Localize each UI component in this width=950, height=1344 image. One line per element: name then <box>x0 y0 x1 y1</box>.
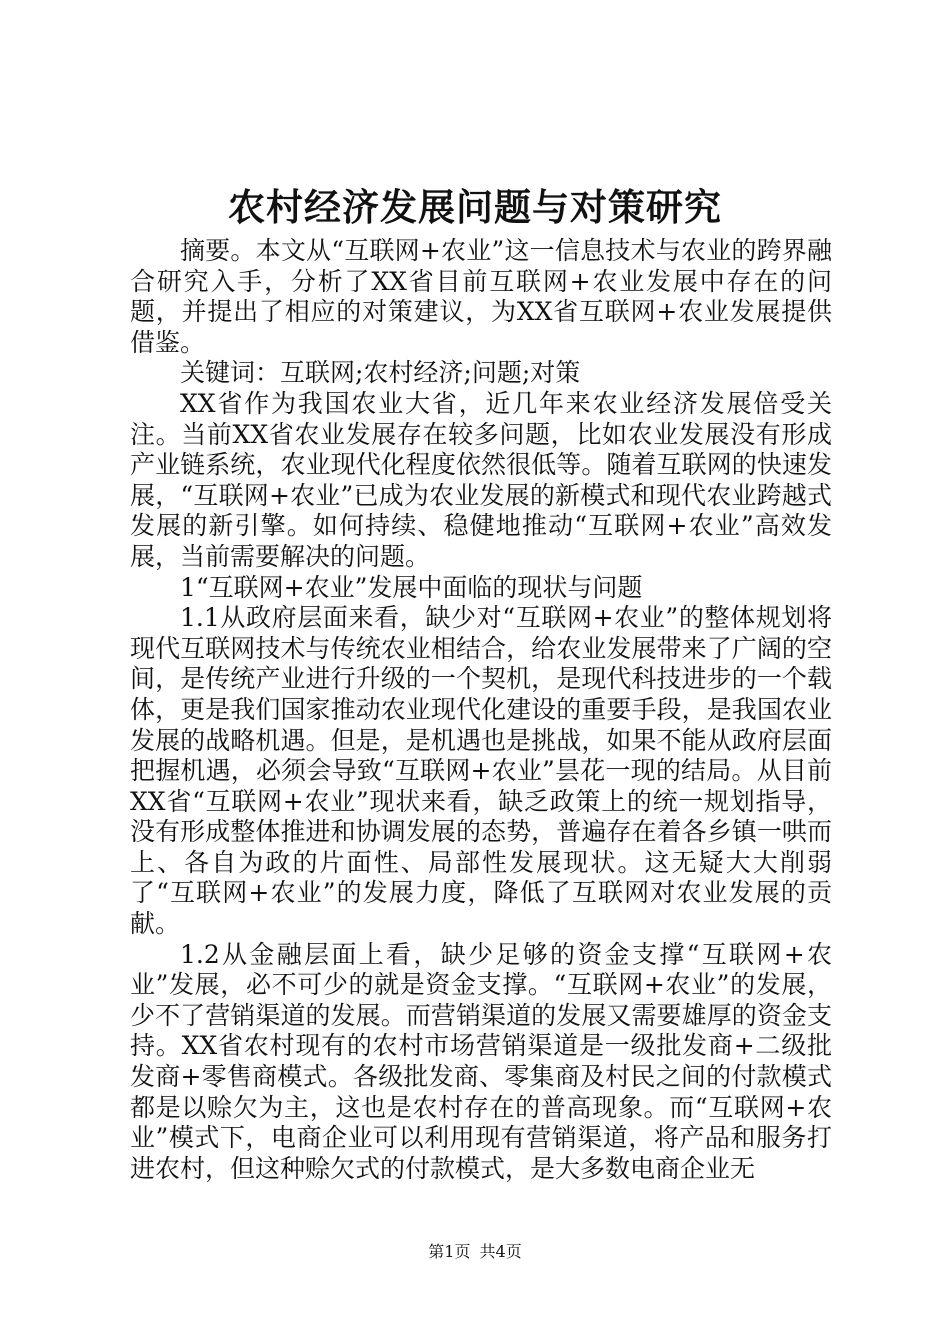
document-title: 农村经济发展问题与对策研究 <box>228 185 722 229</box>
page-number: 第1页 <box>428 1242 471 1261</box>
intro-paragraph: XX省作为我国农业大省，近几年来农业经济发展倍受关注。当前XX省农业发展存在较多问题，比如农业发展没有形成产业链系统，农业现代化程度依然很低等。随着互联网的快速发展，“互联网+农业”已成为农业发展的新模式和现代农业跨越式发展的新引擎。如何持续、稳健地推动“互联网+农业”高效发展，当前需要解决的问题。 <box>130 388 832 571</box>
page-footer <box>0 1240 950 1264</box>
keywords-paragraph: 关键词：互联网;农村经济;问题;对策 <box>180 358 581 388</box>
abstract-paragraph: 摘要。本文从“互联网+农业”这一信息技术与农业的跨界融合研究入手，分析了XX省目前互联网+农业发展中存在的问题，并提出了相应的对策建议，为XX省互联网+农业发展提供借鉴。 <box>130 236 832 357</box>
section-1-2-paragraph: 1.2从金融层面上看，缺少足够的资金支撑“互联网+农业”发展，必不可少的就是资金支撑。“互联网+农业”的发展，少不了营销渠道的发展。而营销渠道的发展又需要雄厚的资金支持。XX省农村现有的农村市场营销渠道是一级批发商+二级批发商+零售商模式。各级批发商、零集商及村民之间的付款模式都是以赊欠为主，这也是农村存在的普高现象。而“互联网+农业”模式下，电商企业可以利用现有营销渠道，将产品和服务打进农村，但这种赊欠式的付款模式，是大多数电商企业无 <box>130 939 832 1183</box>
section-heading-1: 1“互联网+农业”发展中面临的现状与问题 <box>180 572 643 602</box>
section-1-1-paragraph: 1.1从政府层面来看，缺少对“互联网+农业”的整体规划将现代互联网技术与传统农业相结合，给农业发展带来了广阔的空间，是传统产业进行升级的一个契机，是现代科技进步的一个载体，更是我们国家推动农业现代化建设的重要手段，是我国农业发展的战略机遇。但是，是机遇也是挑战，如果不能从政府层面把握机遇，必须会导致“互联网+农业”昙花一现的结局。从目前XX省“互联网+农业”现状来看，缺乏政策上的统一规划指导，没有形成整体推进和协调发展的态势，普遍存在着各乡镇一哄而上、各自为政的片面性、局部性发展现状。这无疑大大削弱了“互联网+农业”的发展力度，降低了互联网对农业发展的贡献。 <box>130 603 832 939</box>
page-total: 共4页 <box>479 1242 522 1261</box>
document-body <box>130 236 832 1184</box>
